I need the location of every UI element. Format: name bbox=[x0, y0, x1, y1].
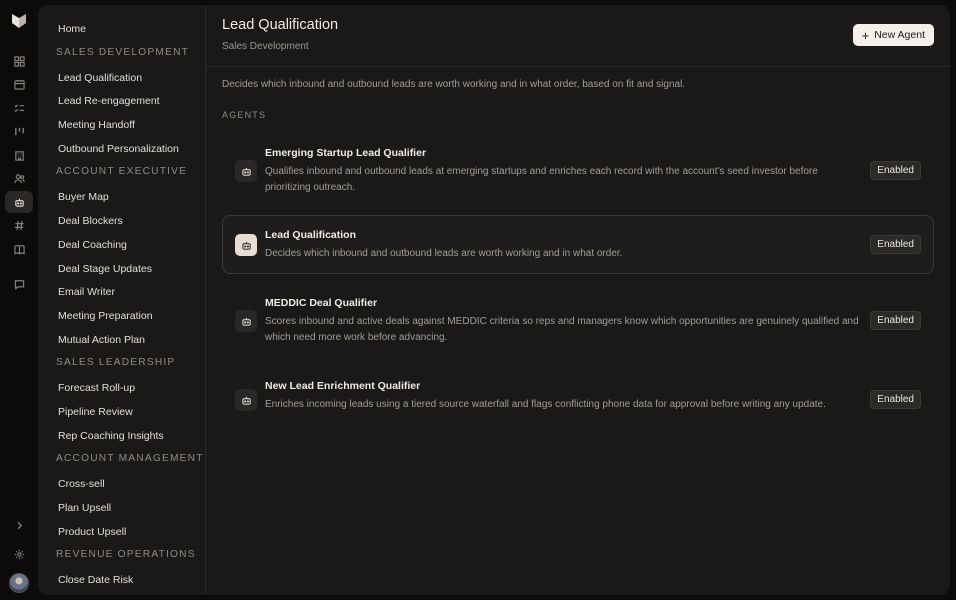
sidebar-item-lead-qualification[interactable]: Lead Qualification bbox=[58, 71, 143, 84]
agent-name: New Lead Enrichment Qualifier bbox=[265, 380, 421, 392]
agent-row-new-lead-enrichment[interactable] bbox=[222, 373, 934, 423]
page-subtitle: Sales Development bbox=[222, 41, 309, 52]
sidebar-item-plan-upsell[interactable]: Plan Upsell bbox=[58, 502, 112, 514]
sidebar-item-deal-blockers[interactable]: Deal Blockers bbox=[58, 215, 123, 228]
rail-bottom bbox=[0, 514, 38, 593]
new-agent-button[interactable] bbox=[853, 24, 934, 46]
sidebar-item-pipeline-review[interactable]: Pipeline Review bbox=[58, 405, 133, 418]
sidebar-section-heading: ACCOUNT EXECUTIVE bbox=[56, 166, 188, 178]
agent-name: Lead Qualification bbox=[265, 229, 357, 241]
sidebar-item-forecast-roll-up[interactable]: Forecast Roll-up bbox=[58, 382, 136, 395]
icon-rail bbox=[0, 0, 38, 600]
sidebar-item-home[interactable]: Home bbox=[58, 23, 87, 35]
agent-description: Decides which inbound and outbound leads are worth working and in what order. bbox=[265, 248, 623, 259]
sidebar-item-meeting-preparation[interactable]: Meeting Preparation bbox=[58, 309, 153, 322]
people-icon[interactable] bbox=[5, 168, 33, 190]
plus-icon: + bbox=[861, 27, 870, 43]
agent-row-lead-qualification[interactable] bbox=[222, 215, 934, 274]
content-panel bbox=[38, 5, 950, 595]
agent-name: MEDDIC Deal Qualifier bbox=[265, 297, 378, 309]
grid-icon[interactable] bbox=[5, 50, 33, 72]
status-badge[interactable]: Enabled bbox=[870, 311, 921, 330]
checklist-icon[interactable] bbox=[5, 97, 33, 119]
kanban-icon[interactable] bbox=[5, 121, 33, 143]
hash-icon[interactable] bbox=[5, 215, 33, 237]
robot-icon bbox=[235, 310, 257, 332]
sidebar-item-deal-coaching[interactable]: Deal Coaching bbox=[58, 238, 127, 251]
main-content bbox=[206, 5, 950, 595]
book-icon[interactable] bbox=[5, 238, 33, 260]
new-agent-label: New Agent bbox=[874, 29, 925, 41]
agents-section-label: AGENTS bbox=[222, 110, 267, 120]
building-icon[interactable] bbox=[5, 144, 33, 166]
robot-icon[interactable] bbox=[5, 191, 33, 213]
page-description: Decides which inbound and outbound leads are worth working and in what order, based on fit and signal. bbox=[222, 79, 686, 90]
sidebar-section-heading: SALES LEADERSHIP bbox=[56, 357, 176, 369]
status-badge[interactable]: Enabled bbox=[870, 390, 921, 409]
chat-icon[interactable] bbox=[5, 274, 33, 296]
agent-description: Enriches incoming leads using a tiered source waterfall and flags conflicting phone data for approval before writing any update. bbox=[265, 399, 826, 410]
gear-icon[interactable] bbox=[5, 544, 33, 566]
sidebar-item-cross-sell[interactable]: Cross-sell bbox=[58, 478, 105, 491]
agent-description: Qualifies inbound and outbound leads at emerging startups and enriches each record with the account's seed investor before prioritizing outreach. bbox=[265, 166, 818, 193]
logo-icon[interactable] bbox=[10, 12, 28, 30]
agent-name: Emerging Startup Lead Qualifier bbox=[265, 147, 427, 159]
sidebar-item-mutual-action-plan[interactable]: Mutual Action Plan bbox=[58, 333, 145, 346]
sidebar-item-close-date-risk[interactable]: Close Date Risk bbox=[58, 574, 134, 587]
page-header bbox=[206, 5, 950, 67]
sidebar-item-deal-stage-updates[interactable]: Deal Stage Updates bbox=[58, 262, 152, 275]
agent-row-meddic[interactable] bbox=[222, 289, 934, 355]
sidebar-item-meeting-handoff[interactable]: Meeting Handoff bbox=[58, 119, 135, 132]
agent-row-emerging-startup[interactable] bbox=[222, 139, 934, 205]
chevron-right-icon[interactable] bbox=[5, 514, 33, 536]
sidebar-item-outbound-personalization[interactable]: Outbound Personalization bbox=[58, 142, 179, 155]
status-badge[interactable]: Enabled bbox=[870, 161, 921, 180]
sidebar-item-email-writer[interactable]: Email Writer bbox=[58, 286, 115, 299]
section-sidebar bbox=[38, 5, 206, 595]
sidebar-section-heading: ACCOUNT MANAGEMENT bbox=[56, 453, 204, 465]
avatar[interactable] bbox=[9, 573, 29, 593]
sidebar-section-heading: REVENUE OPERATIONS bbox=[56, 549, 196, 561]
sidebar-item-buyer-map[interactable]: Buyer Map bbox=[58, 191, 109, 204]
sidebar-item-product-upsell[interactable]: Product Upsell bbox=[58, 525, 127, 538]
sidebar-item-lead-re-engagement[interactable]: Lead Re-engagement bbox=[58, 95, 160, 108]
robot-icon bbox=[235, 389, 257, 411]
page-title: Lead Qualification bbox=[222, 17, 339, 33]
calendar-icon[interactable] bbox=[5, 74, 33, 96]
status-badge[interactable]: Enabled bbox=[870, 235, 921, 254]
agent-description: Scores inbound and active deals against MEDDIC criteria so reps and managers know which opportunities are genuinely qualified and which need more work before advancing. bbox=[265, 316, 859, 343]
sidebar-section-heading: SALES DEVELOPMENT bbox=[56, 46, 190, 58]
robot-icon bbox=[235, 160, 257, 182]
robot-icon bbox=[235, 234, 257, 256]
sidebar-item-rep-coaching-insights[interactable]: Rep Coaching Insights bbox=[58, 429, 164, 442]
